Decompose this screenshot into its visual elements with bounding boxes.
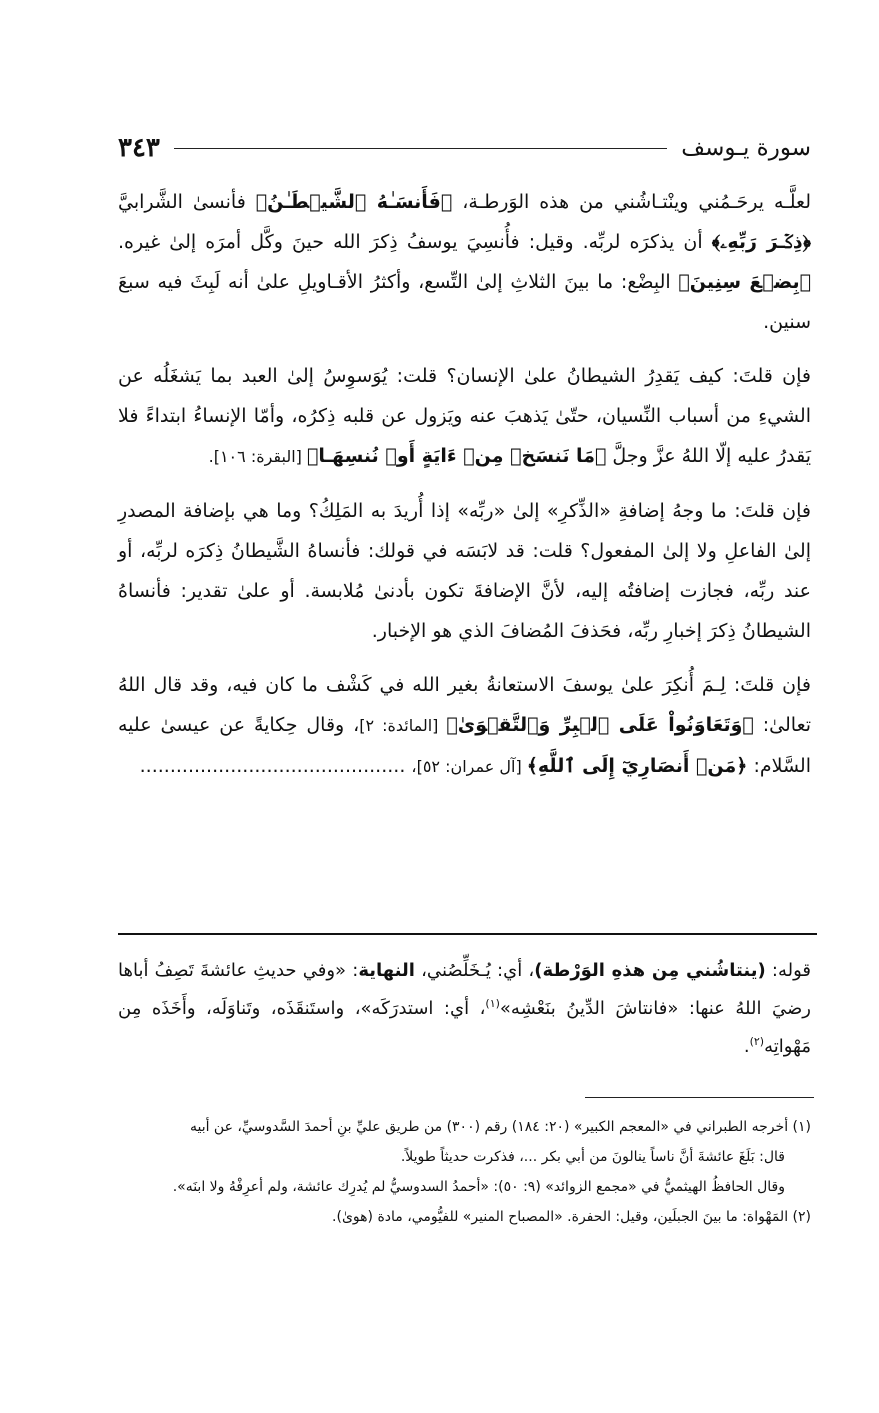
text-span: البِضْع: ما بينَ الثلاثِ إلىٰ التِّسع، وأكثرُ الأقـاويلِ علىٰ أنه لَبِثَ فيه سبعَ سنين. — [118, 271, 811, 333]
quran-reference: [آل عمران: ٥٢]، — [411, 757, 527, 776]
text-span: ، أي: استدرَكَه»، واستَنقَذَه، وتَناوَلَه، وأَخَذَه مِن مَهْواتِه — [118, 998, 811, 1057]
main-text — [118, 182, 811, 787]
text-span: أن يذكرَه لربِّه. وقيل: فأُنسِيَ يوسفُ ذِكرَ الله حينَ وكَّل أمرَه إلىٰ غيره. — [118, 231, 712, 253]
running-header — [118, 128, 811, 168]
footnote-rule — [585, 1097, 814, 1098]
text-span: ، أي: يُـخَلِّصُني، — [414, 960, 535, 981]
text-span: : «وفي حديثِ عائشةَ تَصِفُ أباها رضيَ اللهُ عنها: «فانتاشَ الدِّينُ بنَعْشِه» — [118, 960, 811, 1019]
header-rule — [174, 148, 667, 149]
main-divider — [118, 933, 817, 935]
quran-reference: [المائدة: ٢] — [359, 716, 447, 735]
footnote-2: (٢) المَهْواة: ما بينَ الجبلَين، وقيل: الحفرة. «المصباح المنير» للفيُّومي، مادة (هوىٰ). — [332, 1209, 811, 1225]
quran-quote: ﴿ذِكۡـرَ رَبِّهِۦ﴾ — [711, 231, 811, 253]
paragraph-1 — [118, 182, 811, 342]
quran-reference: [البقرة: ١٠٦]. — [208, 447, 307, 466]
footnote-1-continuation: قال: بَلَغَ عائشةَ أنَّ ناساً ينالونَ من أبي بكر ...، فذكرت حديثاً طويلاً. — [400, 1149, 785, 1165]
footnote-1: (١) أخرجه الطبراني في «المعجم الكبير» (٢٠: ١٨٤) رقم (٣٠٠) من طريق عليِّ بنِ أحمدَ السَّدوسيِّ، عن أبيه — [189, 1119, 811, 1135]
text-span: فإن قلتَ: كيف يَقدِرُ الشيطانُ علىٰ الإنسان؟ قلت: يُوَسوِسُ إلىٰ العبد بما يَشغَلُه عن الشيءِ من أسباب النِّسيان، حتّىٰ يَذهبَ عنه ويَزول عن قلبه ذِكرُه، وأمّا الإنساءُ ابتداءً فلا يَقدرُ عليه إلّا اللهُ عزَّ وجلَّ — [118, 365, 811, 467]
footnote-marker-2: (٢) — [749, 1035, 765, 1048]
page-number: ٣٤٣ — [118, 133, 160, 163]
text-span: ، وقال حِكايةً عن عيسىٰ عليه السَّلام: — [118, 714, 811, 777]
chapter-title: سورة يـوسف — [681, 135, 811, 161]
quran-quote: ﴿مَنۡ أَنصَارِيٓ إِلَى ٱللَّهِ﴾ — [526, 755, 748, 777]
text-span: قوله: — [765, 960, 811, 981]
footnote-1-note: وقال الحافظُ الهيثميُّ في «مجمع الزوائد» (٩: ٥٠): «أحمدُ السدوسيُّ لم يُدرِك عائشة، ولم أعرِفْهُ ولا ابنَه». — [172, 1179, 785, 1195]
footnotes — [118, 1112, 811, 1232]
paragraph-3 — [118, 491, 811, 651]
text-span: . — [743, 1036, 750, 1057]
text-span: فإن قلتَ: ما وجهُ إضافةِ «الذِّكرِ» إلىٰ «ربِّه» إذا أُريدَ به المَلِكُ؟ وما هي بإضافة المصدرِ إلىٰ الفاعلِ ولا إلىٰ المفعول؟ قلت: قد لابَسَه في قولك: فأنساهُ الشَّيطانُ ذِكرَه لربِّه، أو عند ربِّه، فجازت إضافتُه إليه، لأنَّ الإضافةَ تكون بأدنىٰ مُلابسة. أو علىٰ تقدير: فأنساهُ الشيطانُ ذِكرَ إخبارِ ربِّه، فحَذفَ المُضافَ الذي هو الإخبار. — [118, 500, 811, 642]
quran-quote: ﴿مَا نَنسَخۡ مِنۡ ءَايَةٍ أَوۡ نُنسِهَـا﴾ — [307, 445, 607, 467]
paragraph-2 — [118, 356, 811, 477]
text-span: فأنسىٰ الشَّرابيَّ — [118, 191, 256, 213]
paragraph-4 — [118, 665, 811, 787]
quran-quote: ﴿وَتَعَاوَنُواْ عَلَى ٱلۡبِرِّ وَٱلتَّقۡوَىٰ﴾ — [446, 714, 754, 736]
text-span: فإن قلتَ: لِـمَ أُنكِرَ علىٰ يوسفَ الاستعانةُ بغير الله في كَشْف ما كان فيه، وقد قال اللهُ تعالىٰ: — [118, 674, 812, 736]
quran-quote: ﴿فَأَنسَـٰهُ ٱلشَّيۡطَـٰنُ﴾ — [255, 191, 453, 213]
commentary — [118, 952, 811, 1066]
text-span: لعلَّـه يرحَـمُني وينْتـاشُني من هذه الوَرطـة، — [452, 191, 811, 213]
commentary-paragraph — [118, 952, 811, 1066]
continuation-dots: ............................................ — [139, 755, 412, 777]
lemma: (ينتاشُني مِن هذهِ الوَرْطة) — [534, 960, 766, 981]
footnote-marker-1: (١) — [485, 997, 500, 1010]
quran-quote: ﴿بِضۡعَ سِنِينَ﴾ — [678, 271, 812, 293]
source-title: النهاية — [358, 960, 415, 981]
